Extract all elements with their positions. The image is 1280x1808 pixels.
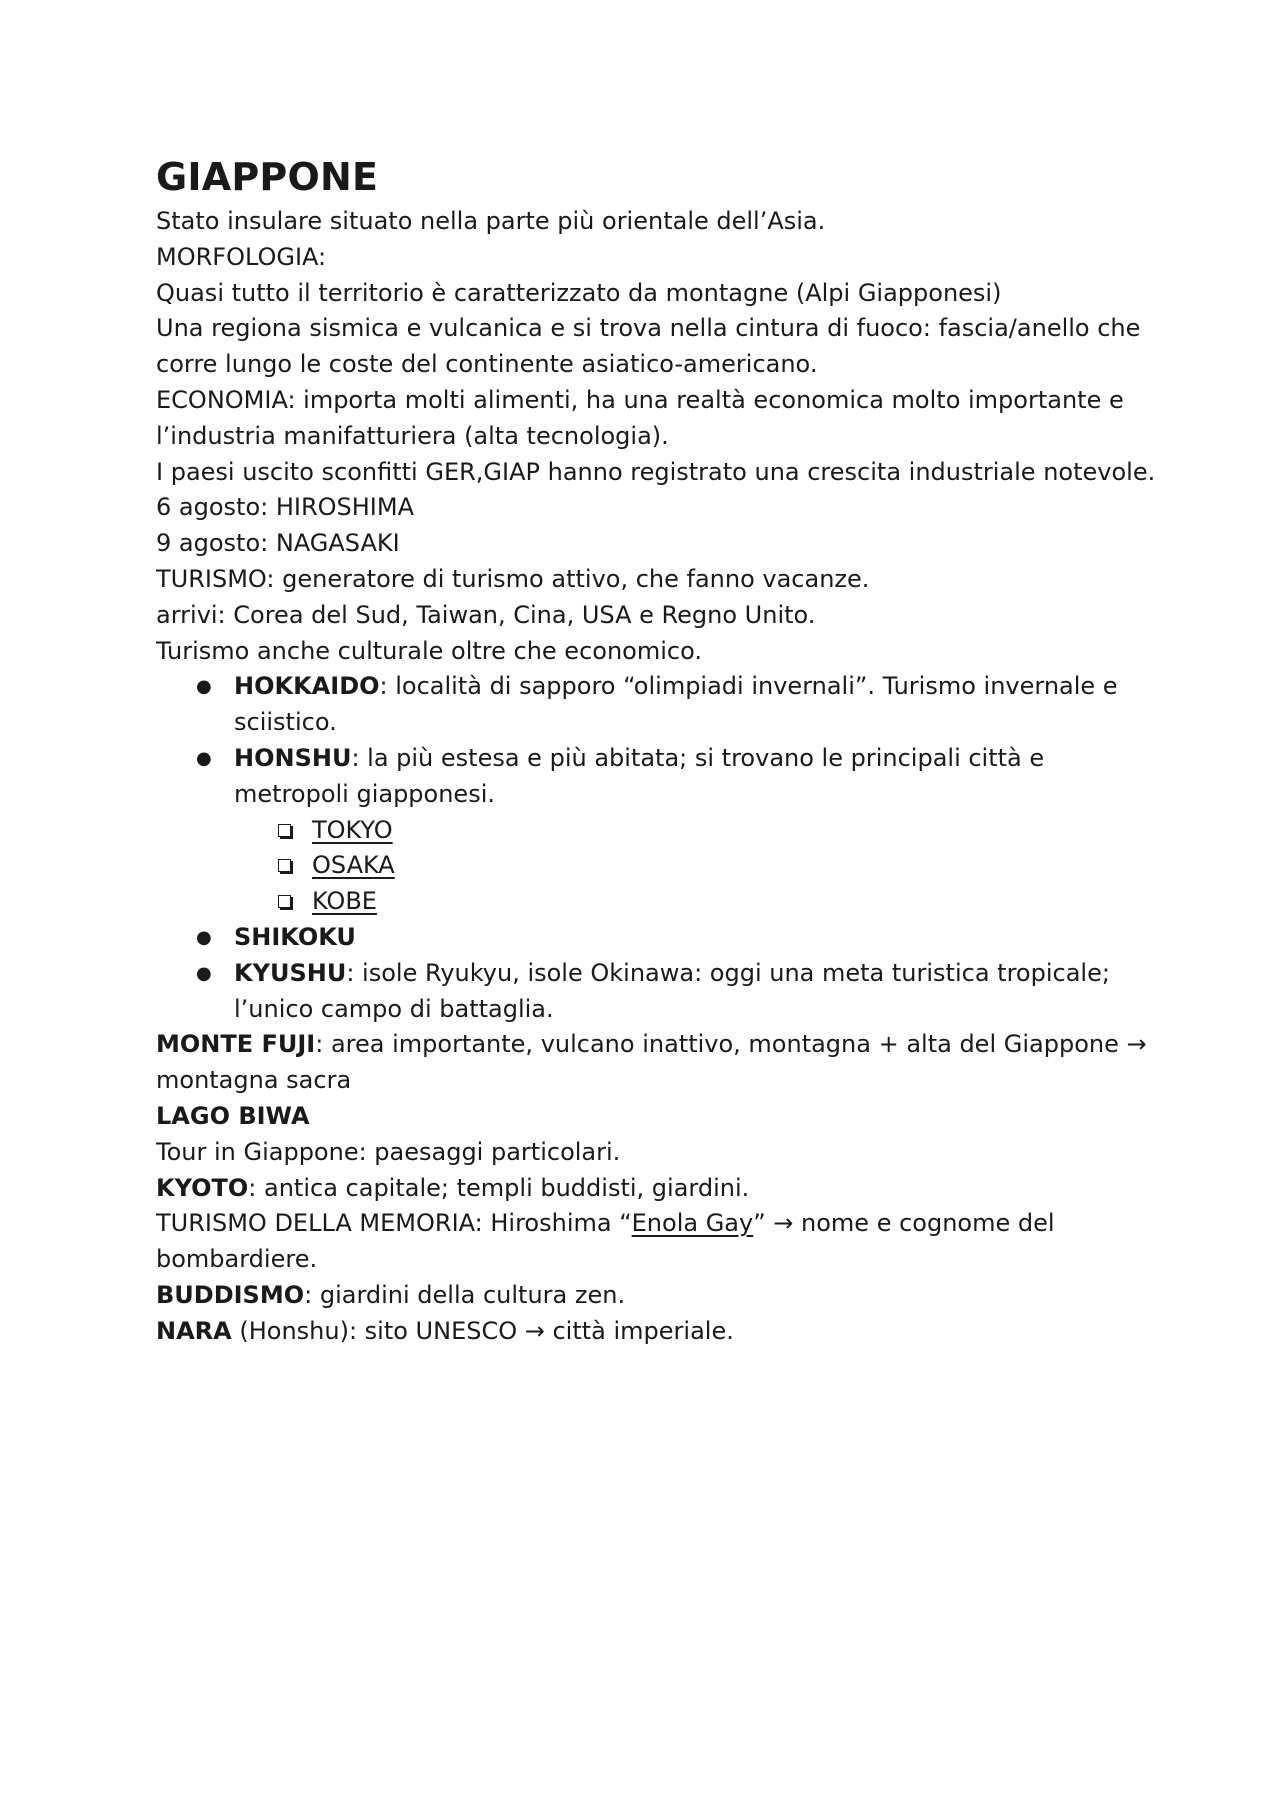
economia-text: ECONOMIA: importa molti alimenti, ha una realtà economica molto importante e l’industria manifatturiera (alta tecnologia). — [156, 385, 1124, 450]
nara-line — [156, 1314, 1156, 1350]
list-item — [312, 884, 1156, 920]
morfologia-line: Quasi tutto il territorio è caratterizzato da montagne (Alpi Giapponesi) — [156, 278, 1002, 307]
list-item — [312, 848, 1156, 884]
island-name: HONSHU — [234, 743, 352, 772]
buddismo-name: BUDDISMO — [156, 1280, 305, 1309]
document-page — [156, 152, 1156, 1350]
island-desc: : la più estesa e più abitata; si trovano le principali città e metropoli giapponesi. — [234, 743, 1045, 808]
list-item — [196, 669, 1156, 741]
buddismo-line — [156, 1278, 1156, 1314]
checkbox-bullet-icon — [278, 824, 291, 837]
island-name: SHIKOKU — [234, 922, 356, 951]
city-link[interactable]: OSAKA — [312, 851, 395, 880]
city-link[interactable]: KOBE — [312, 887, 377, 916]
lago-line — [156, 1099, 1156, 1135]
sconfitti-text: I paesi uscito sconfitti GER,GIAP hanno registrato una crescita industriale notevole. — [156, 457, 1156, 486]
memoria-line — [156, 1206, 1156, 1278]
date-line: 9 agosto: NAGASAKI — [156, 529, 400, 558]
memoria-after: ” → nome e cognome del bombardiere. — [156, 1209, 1055, 1274]
fuji-desc: : area importante, vulcano inattivo, montagna + alta del Giappone → montagna sacra — [156, 1030, 1147, 1095]
bullet-icon: ● — [196, 926, 212, 948]
memoria-before: TURISMO DELLA MEMORIA: Hiroshima “ — [156, 1209, 632, 1238]
buddismo-desc: : giardini della cultura zen. — [304, 1280, 626, 1309]
fuji-line — [156, 1027, 1156, 1099]
island-name: KYUSHU — [234, 958, 347, 987]
checkbox-bullet-icon — [278, 895, 291, 908]
turismo-line: arrivi: Corea del Sud, Taiwan, Cina, USA e Regno Unito. — [156, 600, 816, 629]
list-item — [196, 741, 1156, 920]
islands-list — [156, 669, 1156, 1027]
turismo-line: TURISMO: generatore di turismo attivo, che fanno vacanze. — [156, 564, 870, 593]
page-title: GIAPPONE — [156, 155, 379, 199]
island-name: HOKKAIDO — [234, 672, 380, 701]
lago-name: LAGO BIWA — [156, 1101, 310, 1130]
island-desc: : località di sapporo “olimpiadi invernali”. Turismo invernale e sciistico. — [234, 672, 1118, 737]
morfologia-line: Una regiona sismica e vulcanica e si trova nella cintura di fuoco: fascia/anello che corre lungo le coste del continente asiatico-americano. — [156, 314, 1141, 379]
city-link[interactable]: TOKYO — [312, 815, 393, 844]
bullet-icon: ● — [196, 962, 212, 984]
enola-gay-link[interactable]: Enola Gay — [631, 1209, 754, 1238]
tour-line: Tour in Giappone: paesaggi particolari. — [156, 1137, 621, 1166]
bullet-icon: ● — [196, 676, 212, 698]
list-item — [312, 813, 1156, 849]
nara-desc: (Honshu): sito UNESCO → città imperiale. — [231, 1316, 734, 1345]
cities-list — [234, 813, 1156, 920]
fuji-name: MONTE FUJI — [156, 1030, 316, 1059]
nara-name: NARA — [156, 1316, 232, 1345]
intro-text: Stato insulare situato nella parte più orientale dell’Asia. — [156, 207, 826, 235]
list-item — [196, 956, 1156, 1028]
bullet-icon: ● — [196, 747, 212, 769]
kyoto-name: KYOTO — [156, 1173, 249, 1202]
list-item — [196, 920, 1156, 956]
kyoto-line — [156, 1171, 1156, 1207]
morfologia-label: MORFOLOGIA: — [156, 242, 327, 271]
kyoto-desc: : antica capitale; templi buddisti, giardini. — [248, 1173, 750, 1202]
turismo-line: Turismo anche culturale oltre che economico. — [156, 636, 702, 665]
date-line: 6 agosto: HIROSHIMA — [156, 493, 415, 522]
island-desc: : isole Ryukyu, isole Okinawa: oggi una meta turistica tropicale; l’unico campo di battaglia. — [234, 958, 1110, 1023]
checkbox-bullet-icon — [278, 859, 291, 872]
